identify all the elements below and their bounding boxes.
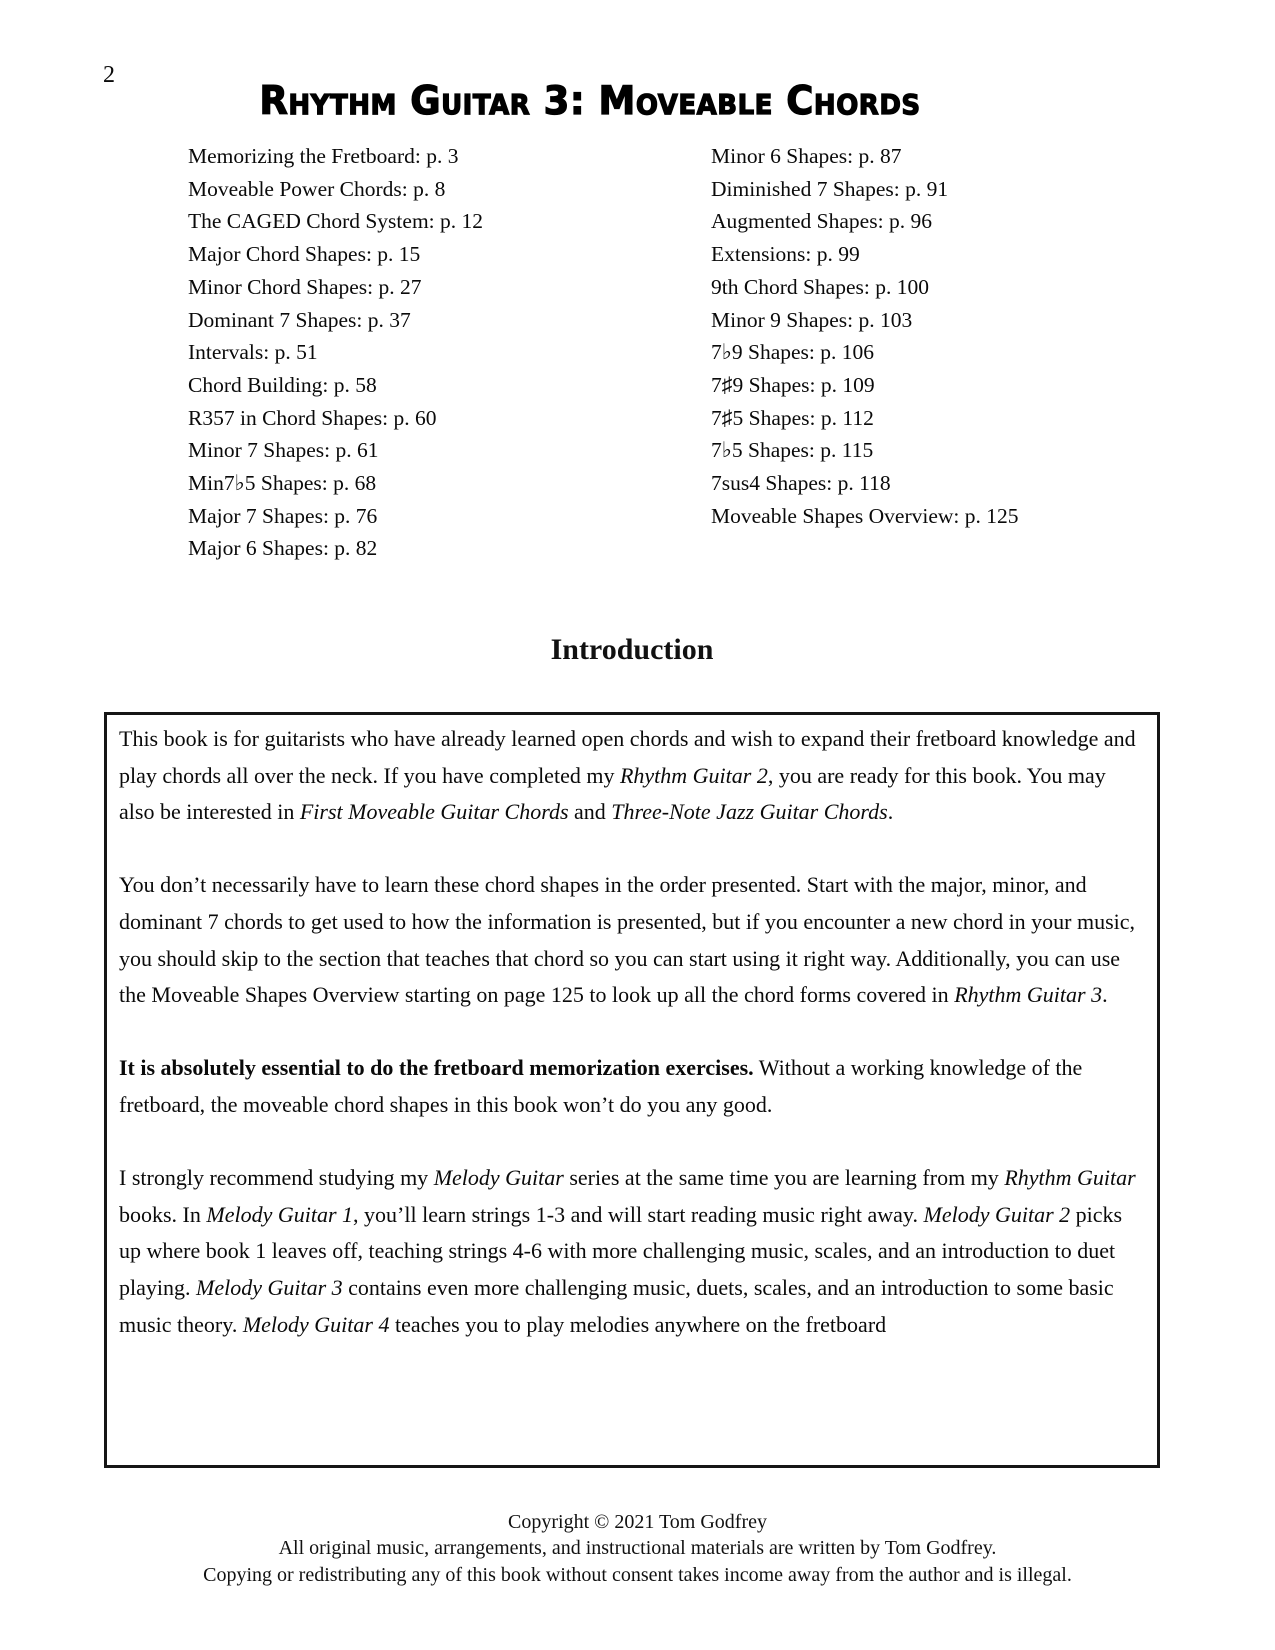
- toc-item: 7♭9 Shapes: p. 106: [711, 340, 875, 365]
- toc-item: 7♭5 Shapes: p. 115: [711, 438, 874, 463]
- text-segment: Melody Guitar: [433, 1165, 564, 1191]
- text-segment: Three-Note Jazz Guitar Chords: [611, 799, 888, 825]
- text-segment: books. In: [119, 1201, 207, 1227]
- toc-item: Major Chord Shapes: p. 15: [188, 242, 421, 267]
- toc-item: 7♯5 Shapes: p. 112: [711, 405, 874, 430]
- book-title: Rhythm Guitar 3: Moveable Chords: [259, 78, 921, 124]
- toc-item: Minor 6 Shapes: p. 87: [711, 144, 902, 168]
- toc-item: Moveable Shapes Overview: p. 125: [711, 503, 1019, 528]
- text-segment: Rhythm Guitar 3: [954, 982, 1103, 1008]
- toc-item: Minor 9 Shapes: p. 103: [711, 307, 913, 332]
- text-segment: picks up where book 1 leaves off, teaching strings 4-6 with more challenging music, scales, and an introduction to duet playing.: [119, 1201, 1123, 1300]
- toc-item: 9th Chord Shapes: p. 100: [711, 274, 929, 299]
- text-segment: teaches you to play melodies anywhere on the fretboard: [389, 1311, 887, 1337]
- text-segment: , you’ll learn strings 1-3 and will start reading music right away.: [353, 1201, 924, 1227]
- intro-paragraph: [119, 721, 1145, 831]
- text-segment: This book is for guitarists who have already learned open chords and wish to expand their fretboard knowledge and play chords all over the neck. If you have completed my: [119, 726, 1136, 788]
- text-segment: Melody Guitar 2: [923, 1201, 1071, 1227]
- text-segment: and: [568, 799, 612, 825]
- text-segment: Melody Guitar 3: [196, 1274, 343, 1300]
- toc-item: Extensions: p. 99: [711, 242, 860, 267]
- page-number: 2: [103, 62, 115, 88]
- text-segment: You don’t necessarily have to learn these chord shapes in the order presented. Start with the major, minor, and dominant 7 chords to get used to how the information is presented, but if you encounter a new chord in your music, you should skip to the section that teaches that chord so you can start using it right way. Additionally, you can use the Moveable Shapes Overview starting on page 125 to look up all the chord forms covered in: [119, 872, 1136, 1008]
- text-segment: First Moveable Guitar Chords: [299, 799, 569, 825]
- text-segment: , you are ready for this book. You may also be interested in: [119, 762, 1106, 825]
- text-segment: Rhythm Guitar 2: [619, 762, 768, 788]
- text-segment: .: [887, 799, 894, 825]
- toc-item: Min7♭5 Shapes: p. 68: [188, 471, 377, 496]
- toc-item: 7sus4 Shapes: p. 118: [711, 471, 891, 496]
- text-segment: Melody Guitar 4: [242, 1311, 390, 1337]
- text-segment: Rhythm Guitar: [1004, 1165, 1136, 1191]
- toc-item: 7♯9 Shapes: p. 109: [711, 372, 875, 397]
- toc-item: Intervals: p. 51: [188, 340, 318, 365]
- toc-item: Major 7 Shapes: p. 76: [188, 503, 378, 528]
- copyright-line: All original music, arrangements, and instructional materials are written by Tom Godfrey.: [278, 1537, 997, 1560]
- copyright-footer: [0, 1509, 1275, 1588]
- toc-item: Dominant 7 Shapes: p. 37: [188, 307, 411, 332]
- text-segment: Melody Guitar 1: [206, 1201, 354, 1227]
- text-segment: series at the same time you are learning from my: [563, 1165, 1005, 1191]
- text-segment: I strongly recommend studying my: [119, 1165, 434, 1191]
- toc-item: R357 in Chord Shapes: p. 60: [188, 405, 437, 430]
- toc-item: Diminished 7 Shapes: p. 91: [711, 176, 949, 201]
- toc-item: Major 6 Shapes: p. 82: [188, 536, 378, 561]
- copyright-line: Copyright © 2021 Tom Godfrey: [508, 1511, 767, 1533]
- toc-item: The CAGED Chord System: p. 12: [188, 209, 484, 234]
- toc-item: Minor Chord Shapes: p. 27: [188, 274, 422, 299]
- toc-item: Minor 7 Shapes: p. 61: [188, 438, 379, 463]
- toc-item: Memorizing the Fretboard: p. 3: [188, 144, 459, 168]
- toc-item: Moveable Power Chords: p. 8: [188, 176, 446, 201]
- copyright-line: Copying or redistributing any of this book without consent takes income away from the author and is illegal.: [203, 1563, 1072, 1586]
- toc-column-right: [711, 140, 1019, 565]
- text-segment: It is absolutely essential to do the fretboard memorization exercises.: [119, 1055, 754, 1081]
- table-of-contents: [188, 140, 1019, 565]
- introduction-heading: Introduction: [550, 633, 714, 666]
- introduction-text-box: [104, 712, 1160, 1468]
- intro-paragraph: [119, 1050, 1145, 1123]
- toc-item: Augmented Shapes: p. 96: [711, 209, 932, 234]
- text-segment: .: [1102, 982, 1108, 1008]
- text-segment: Without a working knowledge of the fretboard, the moveable chord shapes in this book won’t do you any good.: [119, 1055, 1083, 1117]
- intro-paragraph: [119, 867, 1145, 1013]
- text-segment: contains even more challenging music, duets, scales, and an introduction to some basic music theory.: [119, 1274, 1114, 1337]
- toc-item: Chord Building: p. 58: [188, 372, 377, 397]
- intro-paragraph: [119, 1160, 1145, 1343]
- toc-column-left: [188, 140, 711, 565]
